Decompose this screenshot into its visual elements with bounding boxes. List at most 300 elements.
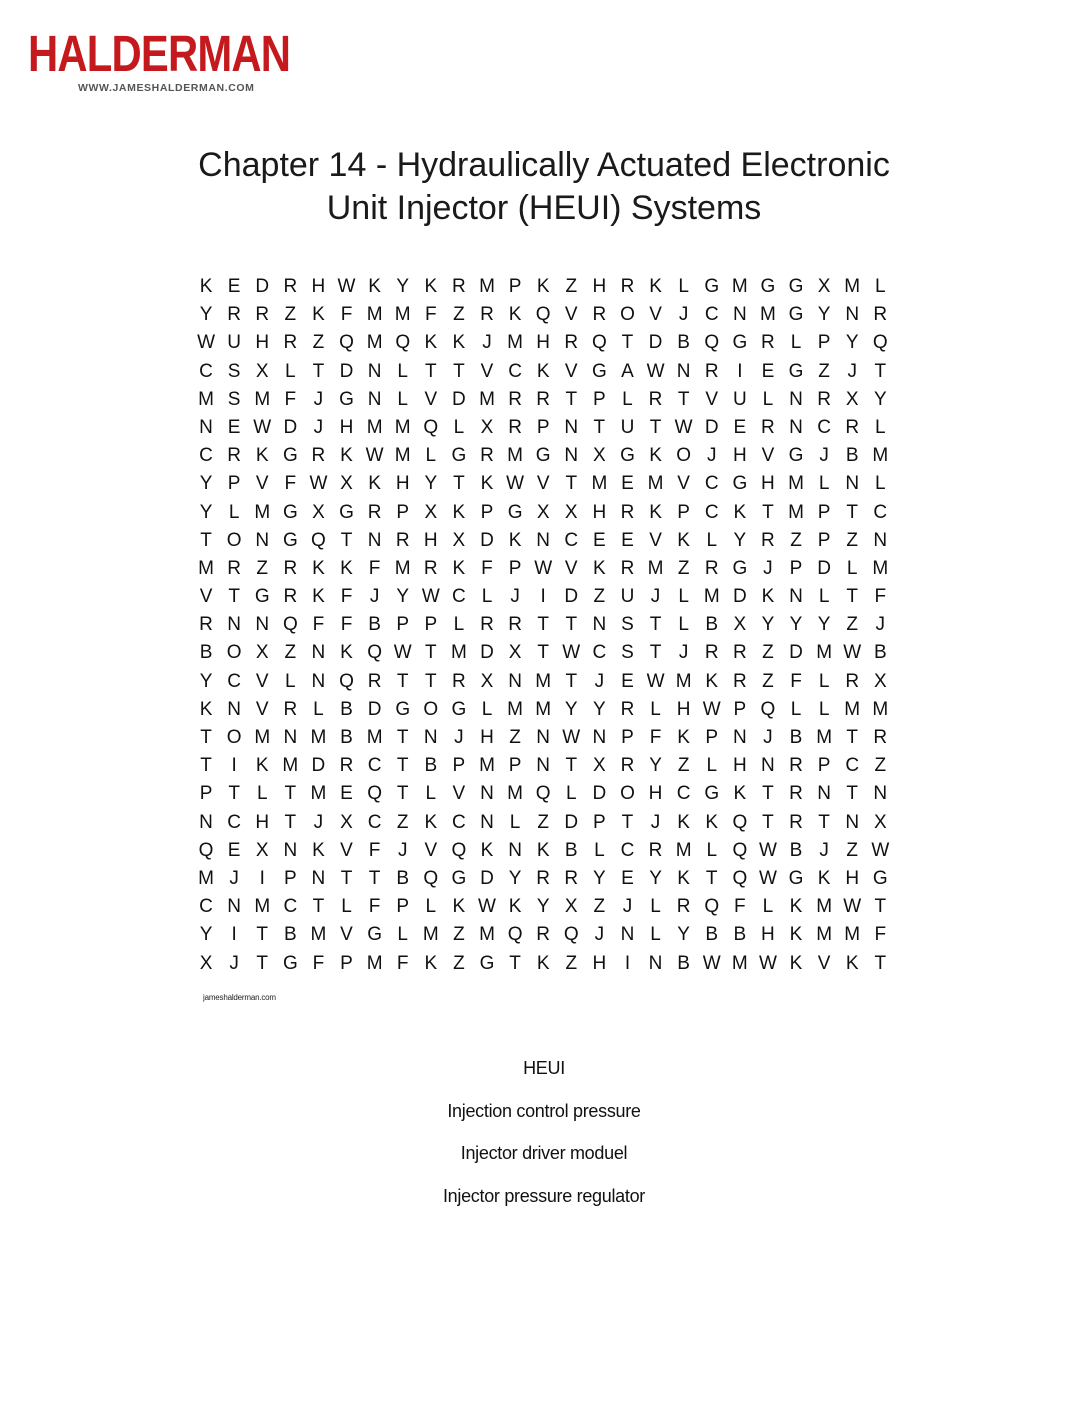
grid-letter: M — [507, 332, 523, 354]
grid-letter: T — [424, 670, 437, 692]
grid-letter: Y — [536, 896, 550, 918]
grid-letter: Y — [199, 670, 213, 692]
grid-letter: R — [704, 642, 719, 664]
grid-letter: R — [452, 276, 466, 297]
grid-letter: K — [340, 557, 353, 579]
grid-letter: L — [706, 755, 718, 777]
grid-letter: M — [310, 924, 327, 946]
grid-letter: E — [227, 276, 241, 297]
grid-letter: K — [340, 445, 353, 467]
grid-letter: G — [282, 445, 298, 467]
grid-letter: Q — [423, 416, 439, 438]
grid-letter: R — [817, 388, 831, 410]
grid-letter: N — [676, 360, 691, 382]
grid-letter: O — [226, 642, 242, 664]
grid-letter: W — [758, 839, 777, 861]
grid-letter: L — [678, 276, 689, 297]
grid-letter: C — [199, 896, 213, 918]
grid-letter: K — [480, 473, 494, 495]
grid-letter: D — [452, 388, 466, 410]
grid-letter: S — [621, 614, 634, 636]
grid-letter: W — [393, 642, 412, 664]
grid-letter: N — [817, 783, 831, 805]
grid-letter: O — [226, 529, 242, 551]
grid-letter: Y — [761, 614, 775, 636]
grid-letter: T — [874, 952, 887, 974]
grid-letter: M — [422, 924, 439, 946]
grid-letter: Q — [339, 670, 354, 692]
grid-letter: N — [789, 416, 803, 438]
grid-letter: N — [789, 388, 803, 410]
grid-letter: W — [534, 557, 553, 579]
grid-letter: B — [677, 952, 690, 974]
grid-letter: M — [844, 698, 861, 720]
grid-letter: T — [762, 811, 774, 833]
grid-letter: R — [704, 557, 719, 579]
word-search-grid — [192, 273, 894, 978]
grid-letter: Z — [284, 304, 297, 326]
grid-letter: W — [365, 445, 384, 467]
grid-letter: T — [200, 529, 212, 551]
grid-letter: W — [871, 839, 890, 861]
grid-letter: N — [311, 670, 326, 692]
grid-letter: X — [508, 642, 522, 664]
grid-letter: Y — [593, 698, 606, 720]
grid-letter: K — [817, 867, 831, 889]
grid-letter: W — [506, 473, 525, 495]
grid-letter: N — [367, 388, 382, 410]
grid-letter: W — [646, 360, 665, 382]
grid-letter: M — [535, 698, 552, 720]
grid-letter: G — [620, 445, 635, 467]
grid-letter: K — [705, 811, 719, 833]
grid-letter: T — [256, 952, 269, 974]
grid-letter: K — [536, 952, 550, 974]
grid-letter: T — [424, 360, 437, 382]
grid-letter: N — [789, 586, 803, 608]
grid-letter: K — [677, 811, 690, 833]
grid-letter: Y — [649, 867, 662, 889]
grid-letter: E — [621, 529, 634, 551]
grid-letter: F — [790, 670, 802, 692]
grid-letter: L — [256, 783, 268, 805]
grid-letter: F — [340, 586, 353, 608]
grid-letter: X — [564, 501, 578, 523]
grid-letter: G — [451, 445, 467, 467]
grid-letter: L — [706, 839, 718, 861]
grid-letter: Z — [762, 642, 774, 664]
grid-letter: M — [394, 416, 411, 438]
grid-letter: D — [339, 360, 354, 382]
grid-letter: T — [565, 388, 578, 410]
grid-letter: E — [621, 867, 634, 889]
grid-letter: M — [816, 727, 833, 748]
grid-letter: Y — [199, 924, 213, 946]
grid-letter: V — [817, 952, 831, 974]
grid-letter: Z — [846, 839, 858, 861]
grid-letter: Y — [396, 276, 410, 297]
grid-letter: J — [313, 416, 324, 438]
grid-letter: R — [620, 698, 635, 720]
grid-letter: R — [367, 670, 382, 692]
grid-letter: X — [845, 388, 859, 410]
grid-letter: M — [872, 557, 889, 579]
grid-letter: O — [676, 445, 692, 467]
grid-letter: V — [649, 529, 662, 551]
grid-letter: C — [704, 501, 719, 523]
grid-letter: E — [621, 473, 634, 495]
grid-letter: H — [592, 276, 607, 297]
grid-letter: L — [818, 670, 830, 692]
grid-letter: L — [706, 529, 718, 551]
grid-letter: P — [508, 557, 522, 579]
grid-letter: R — [592, 304, 607, 326]
grid-letter: S — [227, 388, 241, 410]
grid-letter: C — [367, 755, 382, 777]
grid-letter: N — [283, 839, 298, 861]
grid-letter: J — [369, 586, 380, 608]
grid-letter: C — [676, 783, 691, 805]
grid-letter: K — [255, 445, 269, 467]
credit-text: jameshalderman.com — [203, 993, 276, 1002]
grid-letter: T — [340, 867, 353, 889]
grid-letter: R — [732, 642, 747, 664]
grid-letter: J — [482, 332, 492, 354]
grid-letter: N — [283, 727, 298, 748]
grid-letter: Q — [451, 839, 467, 861]
grid-letter: Y — [873, 388, 887, 410]
grid-letter: G — [788, 360, 804, 382]
grid-letter: M — [816, 896, 833, 918]
grid-letter: D — [564, 811, 579, 833]
grid-letter: R — [536, 388, 551, 410]
grid-letter: C — [283, 896, 298, 918]
grid-letter: R — [620, 557, 635, 579]
grid-letter: M — [788, 473, 804, 495]
grid-letter: K — [424, 332, 438, 354]
grid-letter: T — [396, 755, 409, 777]
grid-letter: I — [231, 924, 237, 946]
grid-letter: K — [508, 304, 522, 326]
grid-letter: Y — [677, 924, 690, 946]
grid-letter: T — [256, 924, 269, 946]
grid-letter: K — [255, 755, 269, 777]
grid-letter: F — [874, 586, 887, 608]
grid-letter: D — [704, 416, 719, 438]
grid-letter: B — [705, 924, 719, 946]
grid-letter: R — [423, 557, 438, 579]
grid-letter: M — [844, 924, 861, 946]
grid-letter: E — [227, 416, 241, 438]
grid-letter: G — [760, 276, 776, 297]
grid-letter: X — [817, 276, 831, 297]
grid-letter: J — [594, 924, 605, 946]
grid-letter: K — [649, 276, 662, 297]
grid-letter: K — [677, 867, 690, 889]
grid-letter: P — [199, 783, 213, 805]
word-list-item: Injector driver moduel — [460, 1143, 628, 1163]
grid-letter: X — [873, 811, 887, 833]
grid-letter: T — [874, 360, 887, 382]
grid-letter: M — [198, 388, 214, 410]
grid-letter: Z — [565, 276, 578, 297]
grid-letter: Z — [312, 332, 325, 354]
grid-letter: Z — [846, 529, 858, 551]
grid-letter: K — [733, 783, 747, 805]
grid-letter: L — [762, 388, 774, 410]
grid-letter: D — [480, 529, 494, 551]
grid-letter: M — [366, 304, 383, 326]
grid-letter: M — [479, 388, 495, 410]
grid-letter: M — [450, 642, 467, 664]
grid-letter: R — [564, 332, 579, 354]
grid-letter: V — [340, 924, 353, 946]
grid-letter: Q — [872, 332, 888, 354]
title-line-1: Chapter 14 - Hydraulically Actuated Electronic — [198, 146, 890, 184]
grid-letter: X — [593, 755, 606, 777]
grid-letter: R — [873, 304, 888, 326]
logo-wordmark: HALDERMAN — [28, 25, 291, 82]
grid-letter: P — [396, 614, 410, 636]
grid-letter: R — [648, 839, 663, 861]
grid-letter: C — [227, 670, 241, 692]
grid-letter: K — [536, 360, 550, 382]
grid-letter: L — [481, 698, 493, 720]
grid-letter: T — [509, 952, 521, 974]
grid-letter: T — [368, 867, 381, 889]
grid-letter: Q — [704, 332, 720, 354]
grid-letter: P — [283, 867, 297, 889]
grid-letter: T — [565, 755, 578, 777]
grid-letter: M — [310, 727, 327, 748]
grid-letter: M — [282, 755, 299, 777]
grid-letter: V — [564, 360, 578, 382]
grid-letter: W — [646, 670, 665, 692]
grid-letter: R — [704, 360, 719, 382]
grid-letter: W — [843, 642, 862, 664]
grid-letter: F — [368, 896, 381, 918]
grid-letter: M — [394, 557, 411, 579]
grid-letter: R — [789, 755, 803, 777]
grid-letter: T — [621, 332, 634, 354]
grid-letter: E — [227, 839, 241, 861]
grid-letter: J — [650, 586, 661, 608]
grid-letter: L — [425, 445, 437, 467]
grid-letter: P — [340, 952, 353, 974]
title-line-2: Unit Injector (HEUI) Systems — [326, 189, 762, 227]
grid-letter: R — [480, 445, 494, 467]
grid-letter: U — [620, 416, 635, 438]
halderman-logo — [28, 25, 291, 94]
grid-letter: Y — [199, 473, 213, 495]
grid-letter: P — [789, 557, 803, 579]
grid-letter: W — [758, 952, 777, 974]
grid-letter: P — [396, 896, 410, 918]
grid-letter: B — [845, 445, 859, 467]
grid-letter: R — [227, 304, 241, 326]
grid-letter: N — [536, 529, 551, 551]
grid-letter: L — [790, 698, 802, 720]
grid-letter: R — [227, 557, 241, 579]
grid-letter: B — [789, 727, 803, 748]
grid-letter: T — [649, 642, 662, 664]
grid-letter: L — [397, 924, 408, 946]
grid-letter: K — [649, 501, 662, 523]
grid-letter: H — [339, 416, 354, 438]
grid-letter: J — [763, 557, 773, 579]
grid-letter: R — [789, 783, 803, 805]
grid-letter: W — [562, 727, 581, 748]
grid-letter: F — [312, 952, 325, 974]
grid-letter: R — [480, 614, 494, 636]
grid-letter: L — [425, 783, 437, 805]
grid-letter: P — [705, 727, 719, 748]
grid-letter: R — [508, 388, 522, 410]
grid-letter: R — [395, 529, 410, 551]
grid-letter: T — [846, 586, 858, 608]
grid-letter: K — [649, 445, 662, 467]
grid-letter: V — [424, 839, 438, 861]
grid-letter: N — [873, 783, 888, 805]
grid-letter: M — [366, 952, 383, 974]
grid-letter: K — [368, 276, 381, 297]
grid-letter: T — [621, 811, 634, 833]
grid-letter: Y — [508, 867, 522, 889]
grid-letter: Z — [453, 952, 465, 974]
grid-letter: W — [702, 952, 721, 974]
grid-letter: F — [368, 839, 381, 861]
grid-letter: R — [283, 698, 298, 720]
grid-letter: M — [479, 276, 495, 297]
grid-letter: H — [676, 698, 691, 720]
grid-letter: H — [311, 276, 326, 297]
grid-letter: D — [592, 783, 607, 805]
grid-letter: Z — [677, 557, 690, 579]
grid-letter: Q — [395, 332, 411, 354]
grid-letter: B — [340, 698, 353, 720]
grid-letter: N — [845, 811, 860, 833]
grid-letter: Z — [396, 811, 409, 833]
grid-letter: R — [311, 445, 326, 467]
grid-letter: M — [647, 473, 664, 495]
grid-letter: Z — [677, 755, 690, 777]
grid-letter: Q — [367, 642, 382, 664]
grid-letter: L — [762, 896, 774, 918]
grid-letter: P — [593, 388, 606, 410]
grid-letter: R — [367, 501, 382, 523]
grid-letter: B — [677, 332, 690, 354]
grid-letter: Z — [790, 529, 802, 551]
grid-letter: Y — [845, 332, 859, 354]
grid-letter: K — [312, 304, 325, 326]
grid-letter: M — [816, 642, 833, 664]
grid-letter: G — [732, 557, 748, 579]
grid-letter: K — [312, 557, 325, 579]
grid-letter: W — [421, 586, 440, 608]
grid-letter: L — [875, 276, 886, 297]
grid-letter: C — [817, 416, 831, 438]
grid-letter: K — [508, 896, 522, 918]
grid-letter: O — [620, 783, 635, 805]
grid-letter: V — [761, 445, 775, 467]
word-list-item: HEUI — [523, 1058, 565, 1078]
grid-letter: B — [873, 642, 887, 664]
grid-letter: J — [650, 811, 661, 833]
grid-letter: Q — [563, 924, 579, 946]
grid-letter: G — [479, 952, 495, 974]
grid-letter: M — [254, 501, 271, 523]
grid-letter: T — [396, 727, 409, 748]
grid-letter: C — [227, 811, 241, 833]
grid-letter: K — [424, 811, 438, 833]
grid-letter: T — [284, 811, 297, 833]
grid-letter: C — [199, 360, 213, 382]
grid-letter: X — [340, 811, 353, 833]
grid-letter: Y — [649, 755, 662, 777]
grid-letter: K — [705, 670, 719, 692]
grid-letter: V — [677, 473, 690, 495]
grid-letter: M — [760, 304, 776, 326]
grid-letter: F — [734, 896, 746, 918]
grid-letter: P — [621, 727, 634, 748]
page-title — [0, 144, 1088, 230]
grid-letter: N — [227, 896, 241, 918]
grid-letter: D — [480, 867, 494, 889]
grid-letter: K — [452, 501, 466, 523]
grid-letter: G — [451, 698, 467, 720]
grid-letter: L — [397, 388, 408, 410]
grid-letter: Z — [453, 924, 465, 946]
grid-letter: B — [789, 839, 803, 861]
grid-letter: R — [480, 304, 494, 326]
grid-letter: J — [397, 839, 408, 861]
grid-letter: K — [312, 839, 325, 861]
grid-letter: R — [845, 670, 860, 692]
grid-letter: D — [732, 586, 747, 608]
grid-letter: Y — [817, 614, 831, 636]
grid-letter: M — [647, 557, 664, 579]
grid-letter: P — [227, 473, 241, 495]
word-list — [0, 1047, 1088, 1217]
grid-letter: M — [703, 586, 720, 608]
grid-letter: N — [508, 670, 522, 692]
grid-letter: C — [845, 755, 860, 777]
grid-letter: G — [535, 445, 551, 467]
grid-letter: Q — [591, 332, 607, 354]
grid-letter: Z — [256, 557, 269, 579]
grid-letter: R — [283, 586, 298, 608]
grid-letter: L — [622, 388, 633, 410]
grid-letter: V — [255, 473, 269, 495]
grid-letter: L — [341, 896, 352, 918]
grid-letter: I — [624, 952, 631, 974]
grid-letter: D — [255, 276, 270, 297]
grid-letter: K — [199, 698, 213, 720]
grid-letter: R — [648, 388, 663, 410]
grid-letter: L — [650, 896, 661, 918]
grid-letter: G — [704, 276, 720, 297]
grid-letter: K — [593, 557, 606, 579]
grid-letter: L — [285, 670, 296, 692]
grid-letter: M — [675, 670, 692, 692]
grid-letter: R — [536, 924, 551, 946]
grid-letter: M — [872, 445, 889, 467]
grid-letter: R — [283, 276, 298, 297]
grid-letter: T — [565, 473, 578, 495]
grid-letter: N — [227, 614, 241, 636]
grid-letter: M — [198, 867, 214, 889]
grid-letter: C — [508, 360, 522, 382]
